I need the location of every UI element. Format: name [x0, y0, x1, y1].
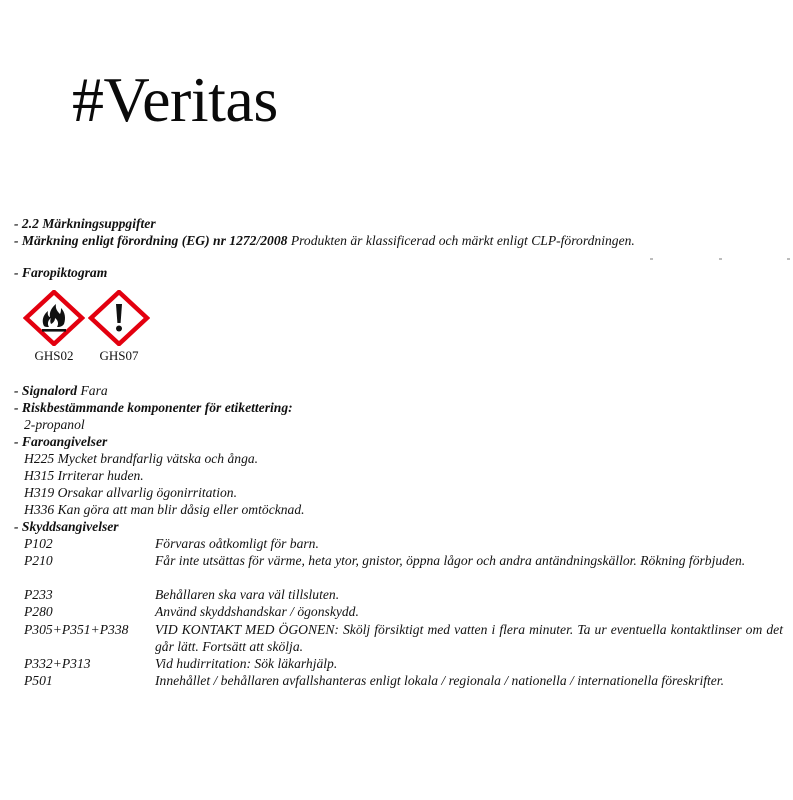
precaution-code: P501: [24, 673, 53, 688]
signal-value: Fara: [77, 383, 108, 398]
flame-icon: [23, 290, 85, 346]
hazard-statement: H319 Orsakar allvarlig ögonirritation.: [24, 485, 237, 500]
precaution-code: P233: [24, 587, 53, 602]
precaution-text: Innehållet / behållaren avfallshanteras enligt lokala / regionala / nationella / internationella föreskrifter.: [155, 673, 724, 688]
precaution-text: Vid hudirritation: Sök läkarhjälp.: [155, 656, 338, 671]
precaution-code: P280: [24, 604, 53, 619]
precaution-text: Behållaren ska vara väl tillsluten.: [155, 587, 340, 602]
precaution-heading: - Skyddsangivelser: [14, 519, 119, 534]
signal-word-line: [14, 383, 108, 399]
hazard-statement: H315 Irriterar huden.: [24, 468, 144, 483]
precaution-text: VID KONTAKT MED ÖGONEN: Skölj försiktigt med vatten i flera minuter. Ta ur eventuella kontaktlinser om det går lätt. Fortsätt att skölja.: [155, 622, 783, 654]
section-title: - 2.2 Märkningsuppgifter: [14, 216, 156, 231]
pictogram-code: GHS02: [34, 348, 74, 363]
hazard-statement: H225 Mycket brandfarlig vätska och ånga.: [24, 451, 259, 466]
signal-label: - Signalord: [14, 383, 78, 398]
precaution-text: Använd skyddshandskar / ögonskydd.: [155, 604, 359, 619]
regulation-line: [14, 233, 635, 249]
precaution-text: Förvaras oåtkomligt för barn.: [155, 536, 319, 551]
component-item: 2-propanol: [24, 417, 85, 432]
faint-artifacts: [650, 258, 790, 262]
pictogram-code: GHS07: [99, 348, 139, 363]
precaution-code: P305+P351+P338: [24, 622, 129, 637]
exclamation-icon: [88, 290, 150, 346]
precaution-text: Får inte utsättas för värme, heta ytor, gnistor, öppna lågor och andra antändningskällor. Rökning förbjuden.: [155, 553, 746, 568]
pictogram-ghs02: [23, 290, 85, 363]
pictogram-ghs07: [88, 290, 150, 363]
hazard-heading: - Faroangivelser: [14, 434, 108, 449]
pictogram-heading: - Faropiktogram: [14, 265, 108, 280]
precaution-code: P102: [24, 536, 53, 551]
regulation-text: Produkten är klassificerad och märkt enligt CLP-förordningen.: [287, 233, 635, 248]
precaution-code: P332+P313: [24, 656, 91, 671]
hazard-statement: H336 Kan göra att man blir dåsig eller omtöcknad.: [24, 502, 305, 517]
veritas-logo: #Veritas: [72, 64, 278, 135]
regulation-label: - Märkning enligt förordning (EG) nr 1272/2008: [14, 233, 288, 248]
pictogram-row: [23, 290, 150, 363]
precaution-code: P210: [24, 553, 53, 568]
components-label: - Riskbestämmande komponenter för etikettering:: [14, 400, 293, 415]
